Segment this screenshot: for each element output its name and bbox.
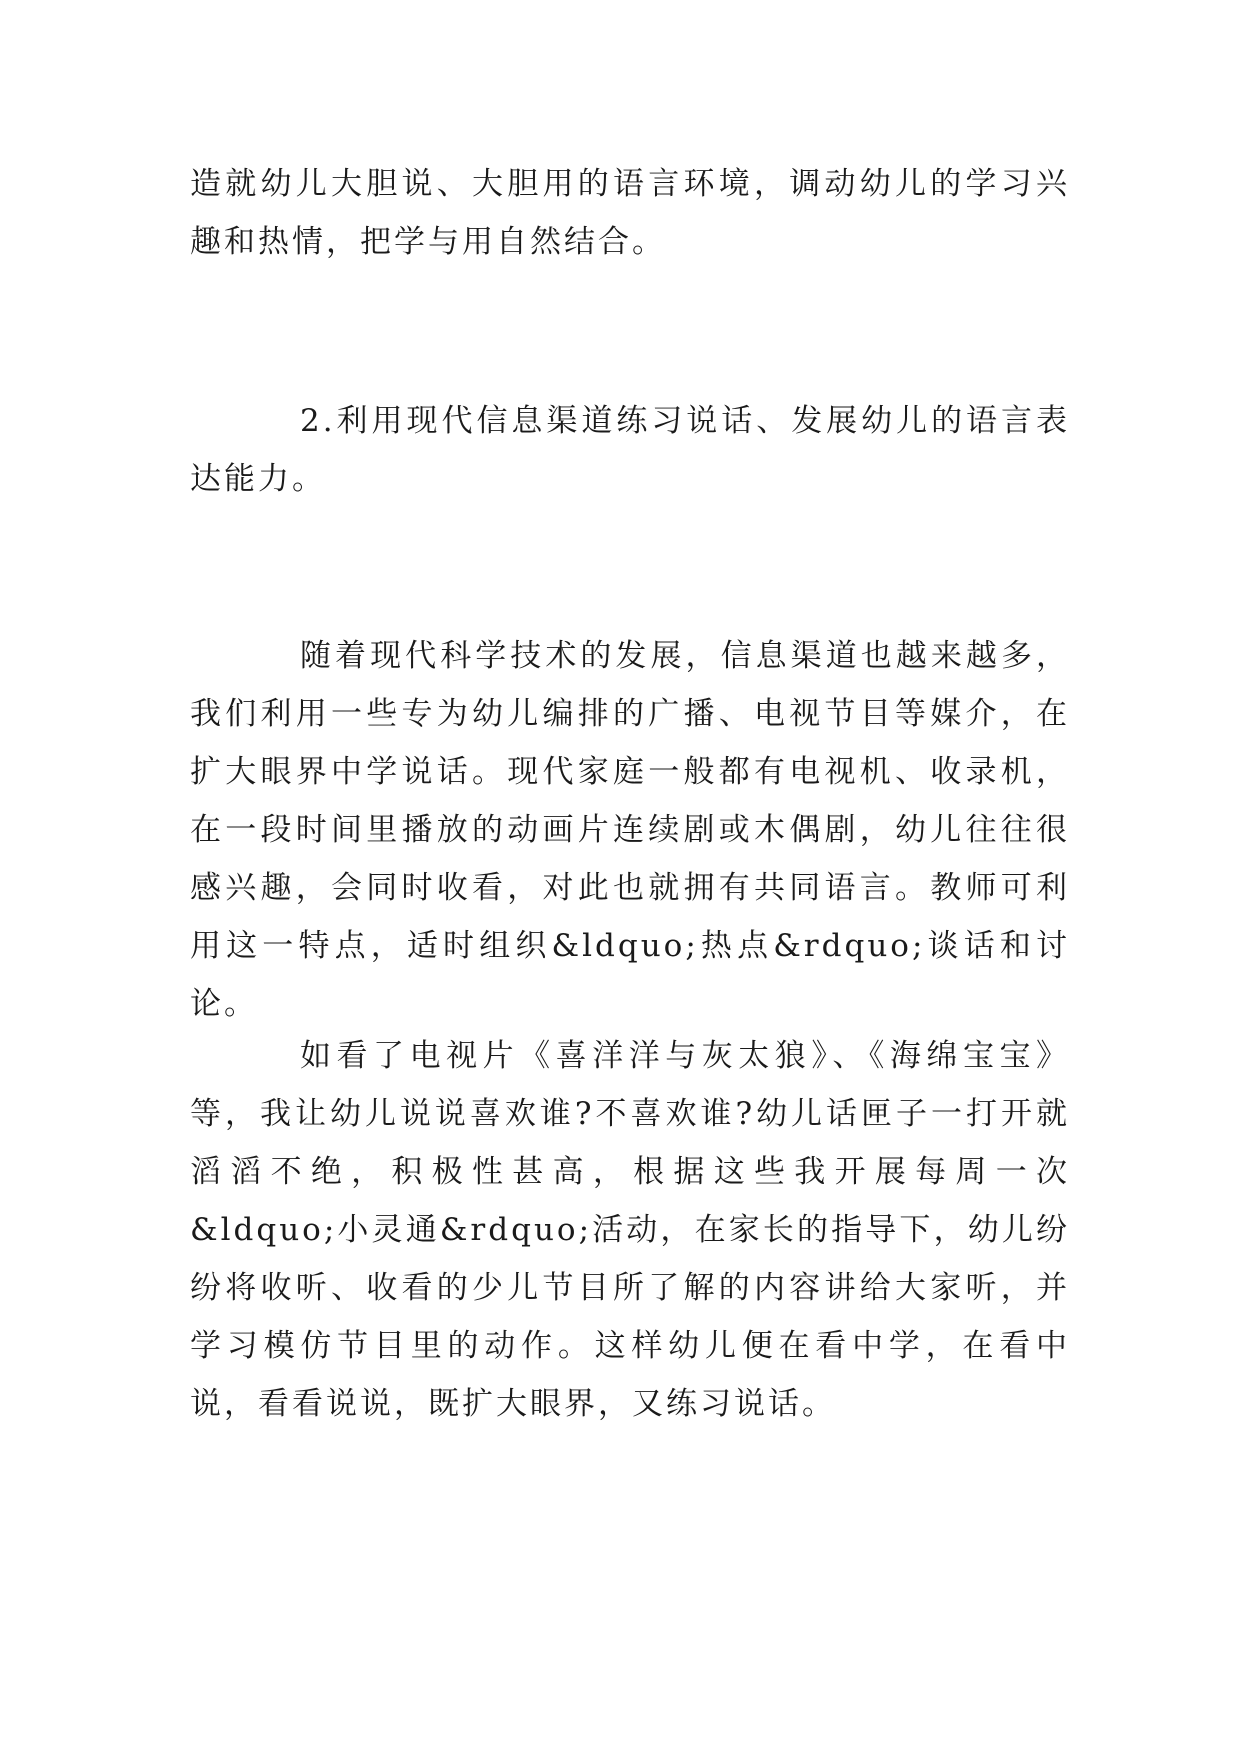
section-heading-2: 2.利用现代信息渠道练习说话、发展幼儿的语言表达能力。 (190, 403, 1070, 497)
paragraph-continuation: 造就幼儿大胆说、大胆用的语言环境，调动幼儿的学习兴趣和热情，把学与用自然结合。 (190, 166, 1070, 260)
paragraph-tv-example: 如看了电视片《喜洋洋与灰太狼》、《海绵宝宝》等，我让幼儿说说喜欢谁?不喜欢谁?幼儿话匣子一打开就滔滔不绝，积极性甚高，根据这些我开展每周一次&ldquo;小灵通&rdquo;活动，在家长的指导下，幼儿纷纷将收听、收看的少儿节目所了解的内容讲给大家听，并学习模仿节目里的动作。这样幼儿便在看中学，在看中说，看看说说，既扩大眼界，又练习说话。 (190, 1038, 1070, 1422)
paragraph-information-channels: 随着现代科学技术的发展，信息渠道也越来越多，我们利用一些专为幼儿编排的广播、电视节目等媒介，在扩大眼界中学说话。现代家庭一般都有电视机、收录机，在一段时间里播放的动画片连续剧或木偶剧，幼儿往往很感兴趣，会同时收看，对此也就拥有共同语言。教师可利用这一特点，适时组织&ldquo;热点&rdquo;谈话和讨论。 (190, 638, 1070, 1022)
